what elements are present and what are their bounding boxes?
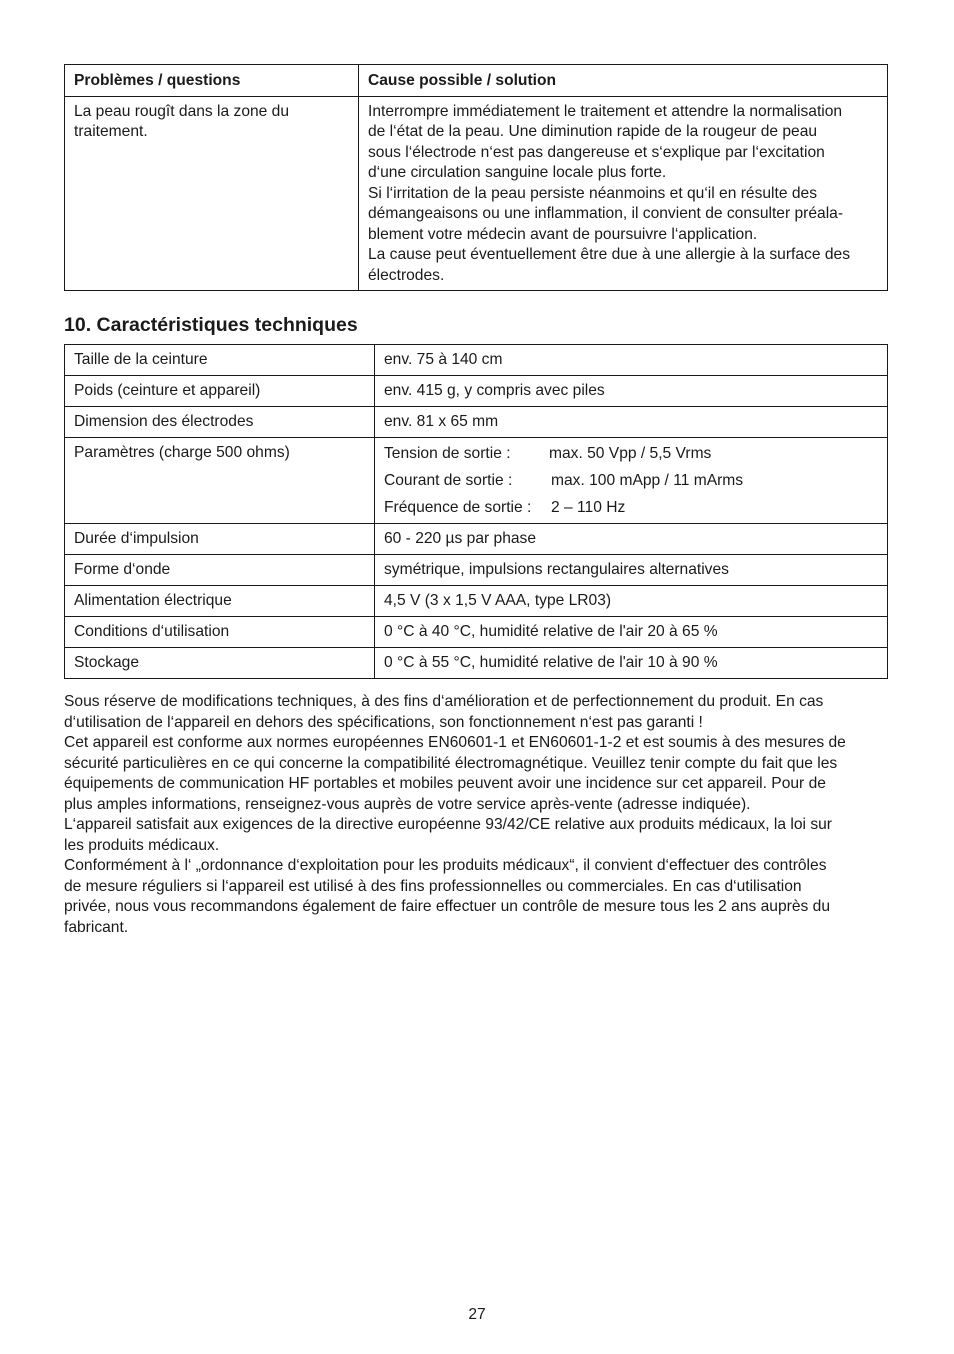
spec-value: 4,5 V (3 x 1,5 V AAA, type LR03)	[375, 586, 888, 617]
note-line: privée, nous vous recommandons également de faire effectuer un contrôle de mesure tous les 2 ans auprès du	[64, 898, 830, 915]
page-number: 27	[468, 1306, 486, 1323]
spec-label: Forme d‘onde	[65, 555, 375, 586]
column-header-problems: Problèmes / questions	[65, 65, 359, 97]
spec-value: env. 415 g, y compris avec piles	[375, 376, 888, 407]
specifications-table	[64, 344, 888, 679]
spec-row-belt-size	[65, 345, 888, 376]
spec-label: Durée d‘impulsion	[65, 524, 375, 555]
table-row	[65, 96, 888, 291]
note-line: plus amples informations, renseignez-vous auprès de votre service après-vente (adresse indiquée).	[64, 795, 751, 813]
spec-value: env. 81 x 65 mm	[375, 407, 888, 438]
spec-row-waveform	[65, 555, 888, 586]
spec-row-parameters	[65, 438, 888, 524]
solution-line: Interrompre immédiatement le traitement et attendre la normalisation	[368, 102, 843, 120]
solution-line: d‘une circulation sanguine locale plus forte.	[368, 164, 667, 181]
note-line: Conformément à l‘ „ordonnance d‘exploitation pour les produits médicaux“, il convient d‘effectuer des contrôles	[64, 857, 827, 874]
spec-value: 0 °C à 40 °C, humidité relative de l'air 20 à 65 %	[375, 617, 888, 648]
note-line: d‘utilisation de l‘appareil en dehors des spécifications, son fonctionnement n‘est pas garanti !	[64, 713, 703, 731]
note-line: de mesure réguliers si l‘appareil est utilisé à des fins professionnelles ou commerciales. En cas d‘utilisation	[64, 877, 802, 895]
output-frequency-line	[384, 494, 878, 521]
output-voltage-line	[384, 440, 878, 467]
note-line: Cet appareil est conforme aux normes européennes EN60601-1 et EN60601-1-2 et est soumis à des mesures de	[64, 734, 846, 751]
spec-label: Taille de la ceinture	[65, 345, 375, 376]
note-line: sécurité particulières en ce qui concerne la compatibilité électromagnétique. Veuillez tenir compte du fait que les	[64, 754, 838, 772]
spec-row-storage	[65, 648, 888, 679]
solution-line: sous l‘électrode n‘est pas dangereuse et s‘explique par l‘excitation	[368, 143, 825, 161]
spec-label: Dimension des électrodes	[65, 407, 375, 438]
spec-label: Paramètres (charge 500 ohms)	[65, 438, 375, 524]
param-value: max. 100 mApp / 11 mArms	[551, 472, 744, 489]
spec-value: 60 - 220 µs par phase	[375, 524, 888, 555]
solution-line: La cause peut éventuellement être due à une allergie à la surface des	[368, 246, 850, 263]
note-line: fabricant.	[64, 918, 129, 936]
param-value: max. 50 Vpp / 5,5 Vrms	[549, 445, 712, 462]
solution-line: de l‘état de la peau. Une diminution rapide de la rougeur de peau	[368, 123, 818, 140]
notes-block	[64, 692, 888, 938]
spec-label: Stockage	[65, 648, 375, 679]
troubleshooting-table	[64, 64, 888, 291]
column-header-solution: Cause possible / solution	[359, 65, 888, 97]
spec-row-weight	[65, 376, 888, 407]
solution-line: blement votre médecin avant de poursuivre l‘application.	[368, 225, 758, 243]
problem-cell: La peau rougît dans la zone du traitement.	[65, 96, 359, 291]
solution-line: Si l‘irritation de la peau persiste néanmoins et qu‘il en résulte des	[368, 184, 818, 202]
output-current-line	[384, 467, 878, 494]
document-page	[64, 64, 888, 938]
note-line: équipements de communication HF portables et mobiles peuvent avoir une incidence sur cet appareil. Pour de	[64, 775, 826, 792]
spec-row-operating-conditions	[65, 617, 888, 648]
param-value: 2 – 110 Hz	[551, 499, 626, 516]
spec-row-pulse-duration	[65, 524, 888, 555]
param-name: Fréquence de sortie :	[384, 499, 532, 516]
solution-cell	[359, 96, 888, 291]
spec-value: env. 75 à 140 cm	[375, 345, 888, 376]
section-title: 10. Caractéristiques techniques	[64, 314, 358, 336]
param-name: Tension de sortie :	[384, 445, 511, 462]
spec-value: symétrique, impulsions rectangulaires alternatives	[375, 555, 888, 586]
spec-label: Alimentation électrique	[65, 586, 375, 617]
spec-row-power-supply	[65, 586, 888, 617]
spec-value-parameters	[375, 438, 888, 524]
note-line: Sous réserve de modifications techniques, à des fins d‘amélioration et de perfectionnement du produit. En cas	[64, 693, 824, 710]
note-line: les produits médicaux.	[64, 836, 220, 854]
param-name: Courant de sortie :	[384, 472, 513, 489]
solution-line: démangeaisons ou une inflammation, il convient de consulter préala-	[368, 205, 844, 222]
spec-value: 0 °C à 55 °C, humidité relative de l'air 10 à 90 %	[375, 648, 888, 679]
table-header-row	[65, 65, 888, 97]
note-line: L‘appareil satisfait aux exigences de la directive européenne 93/42/CE relative aux produits médicaux, la loi sur	[64, 816, 832, 833]
solution-line: électrodes.	[368, 266, 445, 284]
spec-label: Conditions d‘utilisation	[65, 617, 375, 648]
spec-label: Poids (ceinture et appareil)	[65, 376, 375, 407]
spec-row-electrode-size	[65, 407, 888, 438]
